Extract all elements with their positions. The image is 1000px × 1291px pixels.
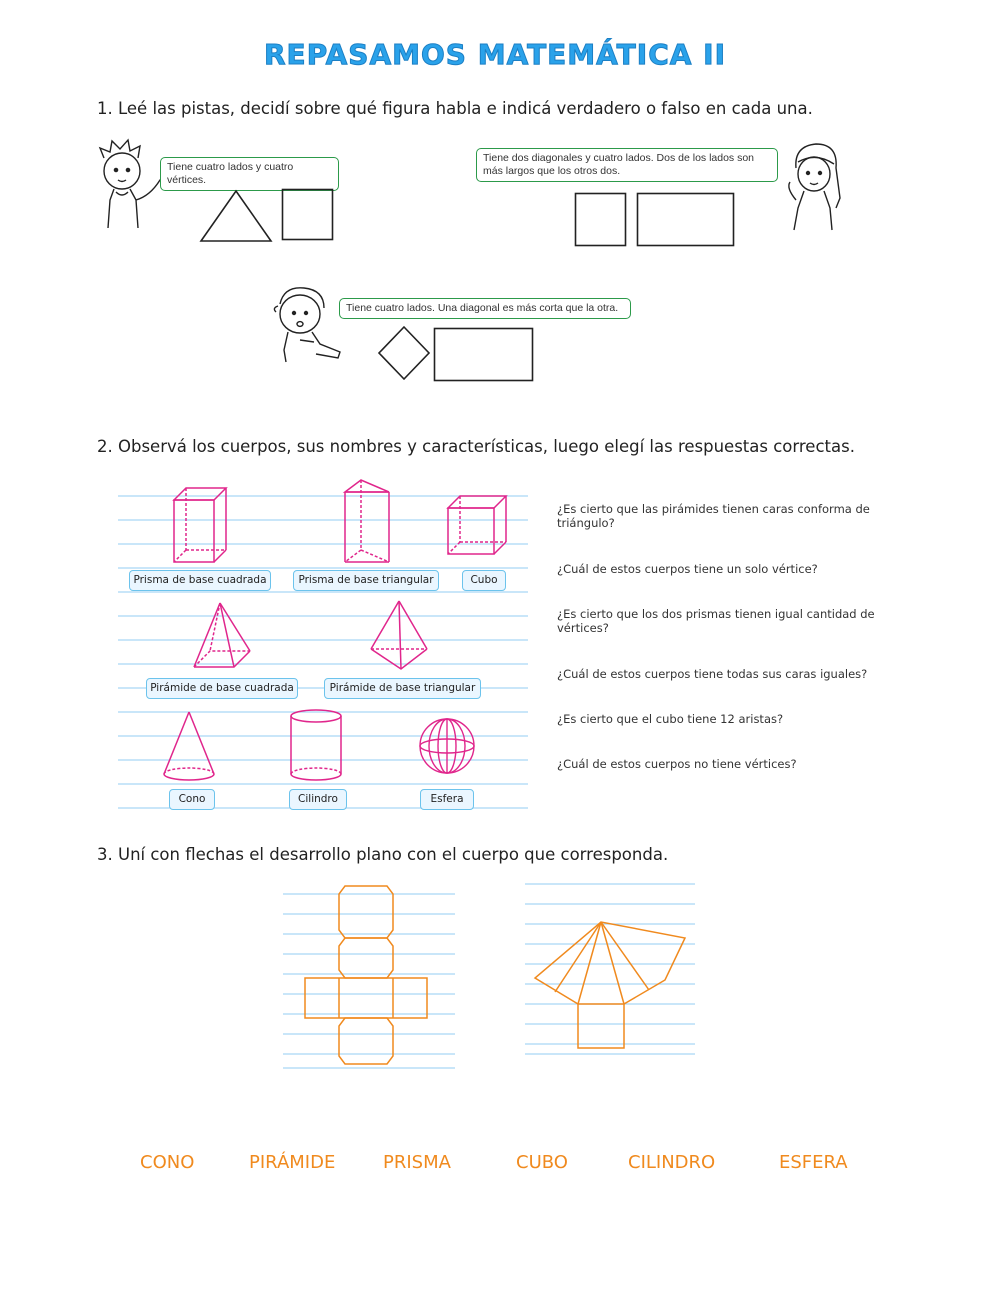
label-cubo: Cubo [462,570,506,591]
label-prisma-triangular: Prisma de base triangular [293,570,439,591]
boy-thinking-illustration-icon [266,282,346,372]
label-esfera: Esfera [420,789,474,810]
rectangle-shape[interactable] [636,192,736,248]
square-shape-2[interactable] [574,192,628,248]
clue-bubble-1: Tiene cuatro lados y cuatro vértices. [160,157,339,191]
square-prism-icon [172,486,230,566]
rectangle-shape-2[interactable] [433,327,535,383]
word-prisma[interactable]: PRISMA [383,1152,451,1173]
cube-net-icon[interactable] [283,882,455,1072]
square-shape[interactable] [281,188,335,242]
instruction-1: 1. Leé las pistas, decidí sobre qué figura habla e indicá verdadero o falso en cada una. [97,99,813,118]
cone-icon [162,710,216,782]
question-3: ¿Es cierto que los dos prismas tienen igual cantidad de vértices? [557,607,875,635]
word-piramide[interactable]: PIRÁMIDE [249,1152,336,1173]
rhombus-shape[interactable] [377,325,431,381]
question-5: ¿Es cierto que el cubo tiene 12 aristas? [557,712,784,726]
question-2: ¿Cuál de estos cuerpos tiene un solo vértice? [557,562,818,576]
question-6: ¿Cuál de estos cuerpos no tiene vértices? [557,757,797,771]
cylinder-icon [289,708,343,782]
word-cono[interactable]: CONO [140,1152,195,1173]
label-cono: Cono [169,789,215,810]
triangle-shape[interactable] [199,189,273,243]
word-cubo[interactable]: CUBO [516,1152,568,1173]
label-cilindro: Cilindro [289,789,347,810]
label-piramide-cuadrada: Pirámide de base cuadrada [146,678,298,699]
triangular-pyramid-icon [369,599,429,671]
instruction-2: 2. Observá los cuerpos, sus nombres y características, luego elegí las respuestas correctas. [97,437,855,456]
clue-bubble-3: Tiene cuatro lados. Una diagonal es más corta que la otra. [339,298,631,319]
cube-icon [446,494,510,558]
word-cilindro[interactable]: CILINDRO [628,1152,716,1173]
triangular-prism-icon [343,478,393,566]
pyramid-net-icon[interactable] [525,880,695,1056]
square-pyramid-icon [192,601,252,671]
question-4: ¿Cuál de estos cuerpos tiene todas sus caras iguales? [557,667,868,681]
word-esfera[interactable]: ESFERA [779,1152,848,1173]
girl-illustration-icon [776,138,866,233]
instruction-3: 3. Uní con flechas el desarrollo plano con el cuerpo que corresponda. [97,845,669,864]
label-prisma-cuadrada: Prisma de base cuadrada [129,570,271,591]
sphere-icon [418,717,476,775]
page-title: REPASAMOS MATEMÁTICA II [264,38,726,71]
clue-bubble-2: Tiene dos diagonales y cuatro lados. Dos de los lados son más largos que los otros dos. [476,148,778,182]
question-1: ¿Es cierto que las pirámides tienen caras conforma de triángulo? [557,502,870,530]
label-piramide-triangular: Pirámide de base triangular [324,678,481,699]
